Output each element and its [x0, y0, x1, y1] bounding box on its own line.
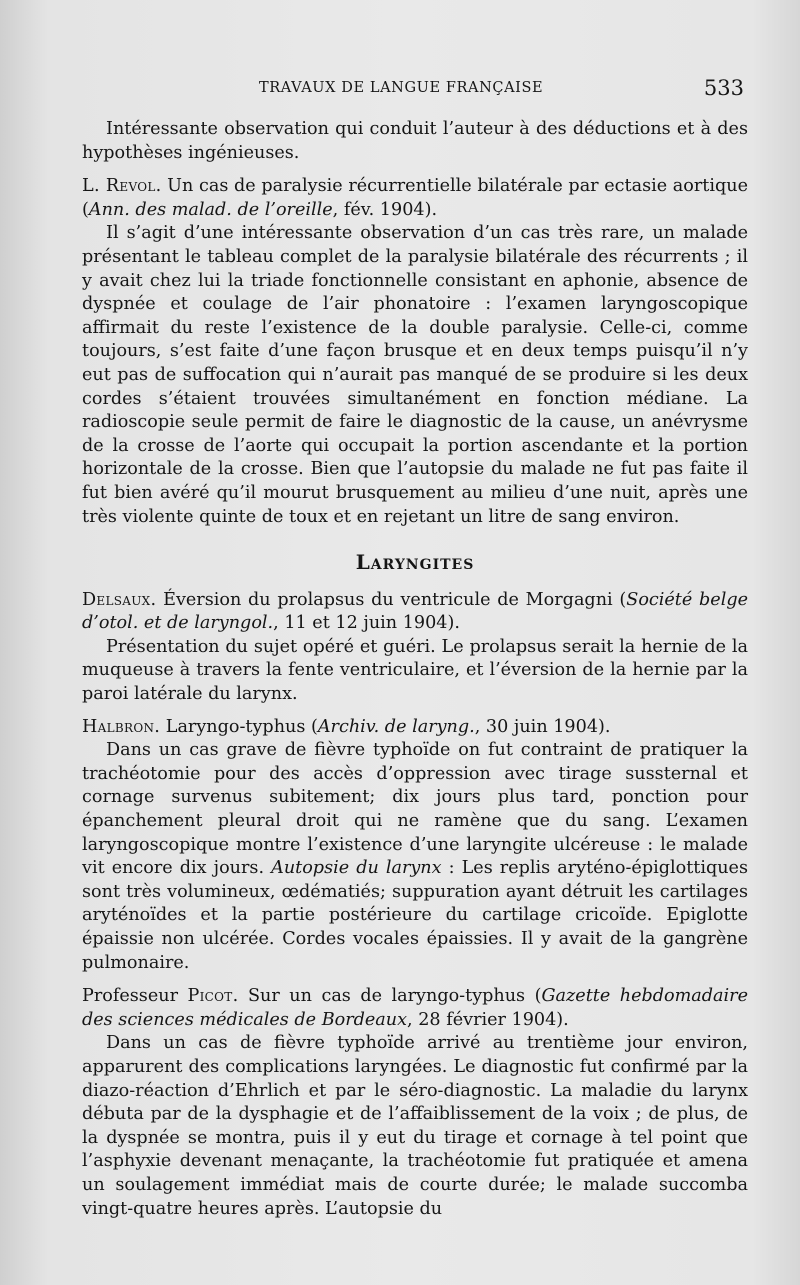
- citation-title: Éversion du prolapsus du ventricule de Morgagni (: [156, 589, 627, 610]
- page-number: 533: [703, 76, 744, 100]
- running-title: TRAVAUX DE LANGUE FRANÇAISE: [259, 80, 544, 96]
- citation-title: Laryngo-typhus (: [160, 716, 318, 737]
- citation-date: , fév. 1904).: [332, 199, 438, 220]
- intro-paragraph: Intéressante observation qui conduit l’auteur à des déductions et à des hypothèses ingénieuses.: [82, 119, 748, 163]
- author-name: Delsaux.: [82, 589, 157, 610]
- citation-date: , 28 février 1904).: [407, 1009, 569, 1030]
- citation-title: Sur un cas de laryngo-typhus (: [238, 986, 542, 1007]
- entry-halbron-body: [82, 739, 748, 975]
- section-heading: Laryngites: [355, 550, 475, 575]
- author-name: L. Revol.: [82, 176, 162, 197]
- emphasis-text: Autopsie du larynx: [271, 858, 442, 879]
- journal-name: Gazette hebdomadaire des sciences médicales de Bordeaux: [82, 986, 748, 1030]
- entry-picot-body: Dans un cas de fièvre typhoïde arrivé au trentième jour environ, apparurent des complications laryngées. Le diagnostic fut confirmé par la diazo-réaction d’Ehrlich et par le séro-diagnostic. La maladie du larynx débuta par de la dysphagie et de l’affaiblissement de la voix ; de plus, de la dyspnée se montra, puis il y eut du tirage et cornage à tel point que l’asphyxie devenant menaçante, la trachéotomie fut pratiquée et amena un soulagement immédiat mais de courte durée; le malade succomba vingt-quatre heures après. L’autopsie du: [82, 1033, 748, 1219]
- body-text: : Les replis aryténo-épiglottiques sont très volumineux, œdématiés; suppuration ayant détruit les cartilages aryténoïdes et la partie postérieure du cartilage cricoïde. Epiglotte épaissie non ulcérée. Cordes vocales épaissies. Il y avait de la gangrène pulmonaire.: [82, 858, 748, 973]
- entry-delsaux-citation: [82, 589, 748, 636]
- citation-date: , 11 et 12 juin 1904).: [273, 613, 460, 634]
- body-text: Dans un cas grave de fièvre typhoïde on fut contraint de pratiquer la trachéotomie pour des accès d’oppression avec tirage sussternal et cornage survenus subitement; dix jours plus tard, ponction pour épanchement pleural droit qui ne ramène que du sang. L’examen laryngoscopique montre l’existence d’une laryngite ulcéreuse : le malade vit encore dix jours.: [82, 740, 748, 879]
- journal-name: Ann. des malad. de l’oreille: [88, 199, 333, 220]
- journal-name: Société belge d’otol. et de laryngol.: [82, 589, 749, 634]
- entry-revol-citation: [82, 175, 748, 222]
- entry-picot-citation: [82, 985, 748, 1032]
- page-body: [82, 118, 748, 1221]
- author-name: Picot.: [187, 986, 239, 1007]
- author-name: Halbron.: [82, 716, 161, 737]
- journal-name: Archiv. de laryng.: [317, 716, 475, 737]
- entry-revol-body: Il s’agit d’une intéressante observation d’un cas très rare, un malade présentant le tableau complet de la paralysie bilatérale des récurrents ; il y avait chez lui la triade fonctionnelle consistant en aphonie, absence de dyspnée et coulage de l’air phonatoire : l’examen laryngoscopique affirmait du reste l’existence de la double paralysie. Celle-ci, comme toujours, s’est faite d’une façon brusque et en deux temps puisqu’il n’y eut pas de suffocation qui n’aurait pas manqué de se produire si les deux cordes s’étaient trouvées simultanément en fonction médiane. La radioscopie seule permit de faire le diagnostic de la cause, un anévrysme de la crosse de l’aorte qui occupait la portion ascendante et la portion horizontale de la crosse. Bien que l’autopsie du malade ne fut pas faite il fut bien avéré qu’il mourut brusquement au milieu d’une nuit, après une très violente quinte de toux et en rejetant un litre de sang environ.: [82, 223, 748, 527]
- citation-date: , 30 juin 1904).: [474, 716, 611, 737]
- entry-halbron-citation: [82, 716, 748, 740]
- citation-title: Un cas de paralysie récurrentielle bilatérale par ectasie aortique (: [82, 176, 749, 220]
- author-prefix: Professeur: [82, 986, 188, 1007]
- entry-delsaux-body: Présentation du sujet opéré et guéri. Le prolapsus serait la hernie de la muqueuse à travers la fente ventriculaire, et l’éversion de la hernie par la paroi latérale du larynx.: [82, 636, 748, 705]
- page-header: [84, 76, 744, 106]
